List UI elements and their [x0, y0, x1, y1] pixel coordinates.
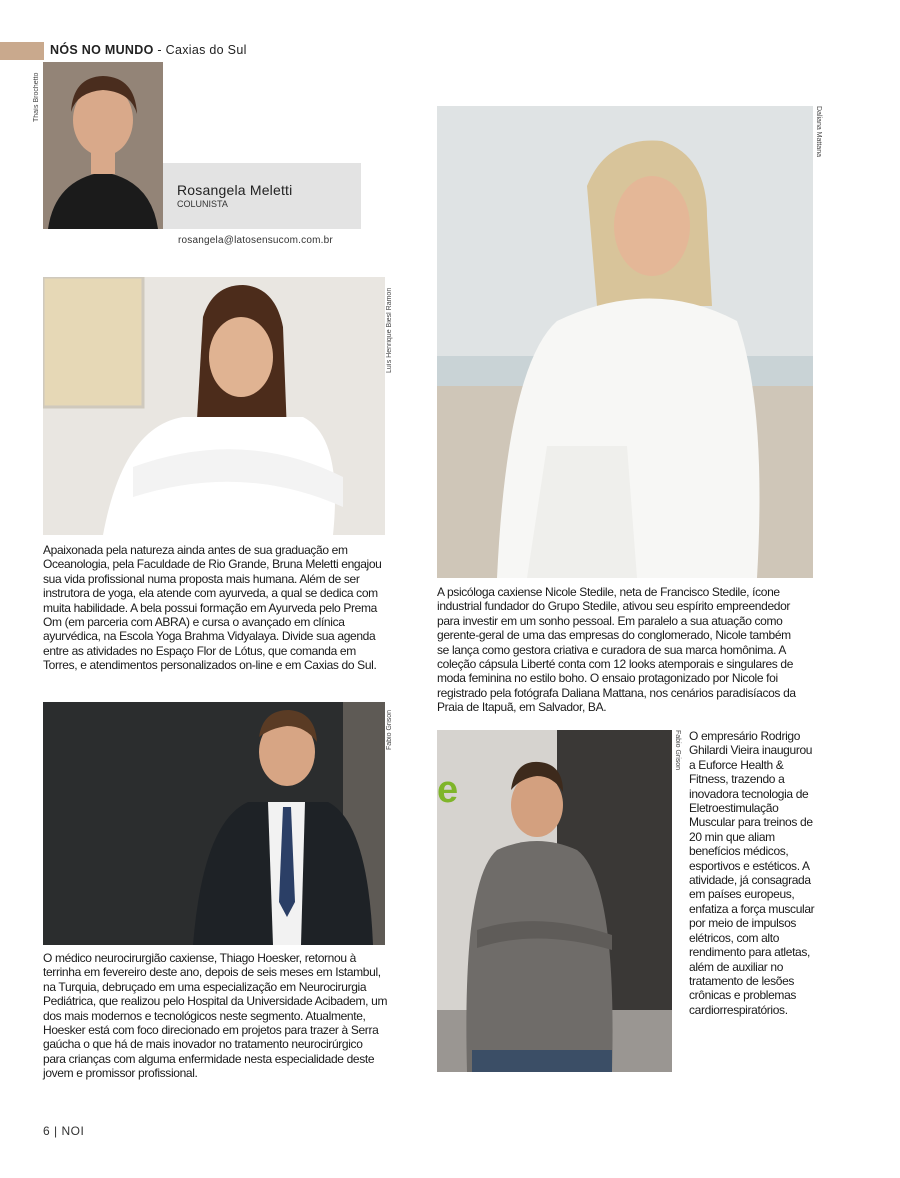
article-text-rodrigo: O empresário Rodrigo Ghilardi Vieira inaugurou a Euforce Health & Fitness, trazendo a inovadora tecnologia de Eletroestimulação Muscular para treinos de 20 min que aliam benefícios médicos, esportivos e estéticos. A atividade, já consagrada em países europeus, enfatiza a força muscular por meio de impulsos elétricos, com alto rendimento para atletas, além de auxiliar no tratamento de lesões crônicas e problemas cardiorrespiratórios.: [689, 729, 815, 1017]
section-tab-marker: [0, 42, 44, 60]
article-photo-credit-thiago: Fabio Grison: [386, 709, 393, 750]
section-header: [50, 43, 247, 57]
article-photo-credit-bruna: Luís Henrique Biesl Ramon: [386, 287, 393, 373]
article-photo-credit-rodrigo: Fabio Grison: [674, 730, 681, 771]
section-title: NÓS NO MUNDO: [50, 43, 154, 57]
page-footer: [43, 1124, 84, 1138]
columnist-name: Rosangela Meletti: [177, 182, 293, 198]
article-photo-thiago: [43, 702, 385, 945]
article-text-nicole: A psicóloga caxiense Nicole Stedile, neta de Francisco Stedile, ícone industrial fundador do Grupo Stedile, ativou seu espírito empreendedor para investir em um sonho pessoal. Em paralelo a sua atuação como gerente-geral de uma das empresas do conglomerado, Nicole também se lança como gestora criativa e curadora de sua marca homônima. A coleção cápsula Liberté conta com 12 looks atemporais e singulares de moda feminina no estilo boho. O ensaio protagonizado por Nicole foi registrado pela fotógrafa Daliana Mattana, nos cenários paradisíacos da Praia de Itapuã, em Salvador, BA.: [437, 585, 796, 715]
article-photo-nicole: [437, 106, 813, 578]
page-number: 6: [43, 1124, 51, 1138]
section-subtitle: - Caxias do Sul: [157, 43, 247, 57]
footer-separator: |: [54, 1124, 58, 1138]
article-photo-credit-nicole: Daliana Mattana: [815, 106, 822, 157]
article-text-thiago: O médico neurocirurgião caxiense, Thiago Hoesker, retornou à terrinha em fevereiro deste ano, depois de seis meses em Istambul, na Turquia, debruçado em uma especialização em Neurocirurgia Pediátrica, que realizou pelo Hospital da Universidade Acibadem, um dos mais modernos e tecnológicos neste segmento. Atualmente, Hoesker está com foco direcionado em projetos para trazer à Serra gaúcha o que há de mais inovador no tratamento neurocirúrgico para crianças com alguma enfermidade nesta especialidade deste jovem e promissor profissional.: [43, 951, 388, 1081]
columnist-photo-credit: Thaís Brochetto: [33, 72, 40, 122]
article-photo-bruna: [43, 277, 385, 535]
article-text-bruna: Apaixonada pela natureza ainda antes de sua graduação em Oceanologia, pela Faculdade de Rio Grande, Bruna Meletti engajou sua vida profissional numa proposta mais humana. Além de ser instrutora de yoga, ela atende com ayurveda, a qual se dedica com muita habilidade. A bela possui formação em Ayurveda pelo Prema Om (em parceria com ABRA) e cursa o avançado em clínica ayurvédica, na Escola Yoga Brahma Vidyalaya. Divide sua agenda entre as atividades no Espaço Flor de Lótus, que comanda em Torres, e atendimentos personalizados on-line e em Caxias do Sul.: [43, 543, 382, 673]
columnist-email[interactable]: rosangela@latosensucom.com.br: [178, 235, 333, 246]
article-photo-rodrigo: [437, 730, 672, 1072]
svg-text:e: e: [437, 769, 459, 811]
magazine-name: NOI: [61, 1124, 85, 1138]
columnist-photo: [43, 62, 163, 229]
columnist-role: COLUNISTA: [177, 199, 228, 209]
